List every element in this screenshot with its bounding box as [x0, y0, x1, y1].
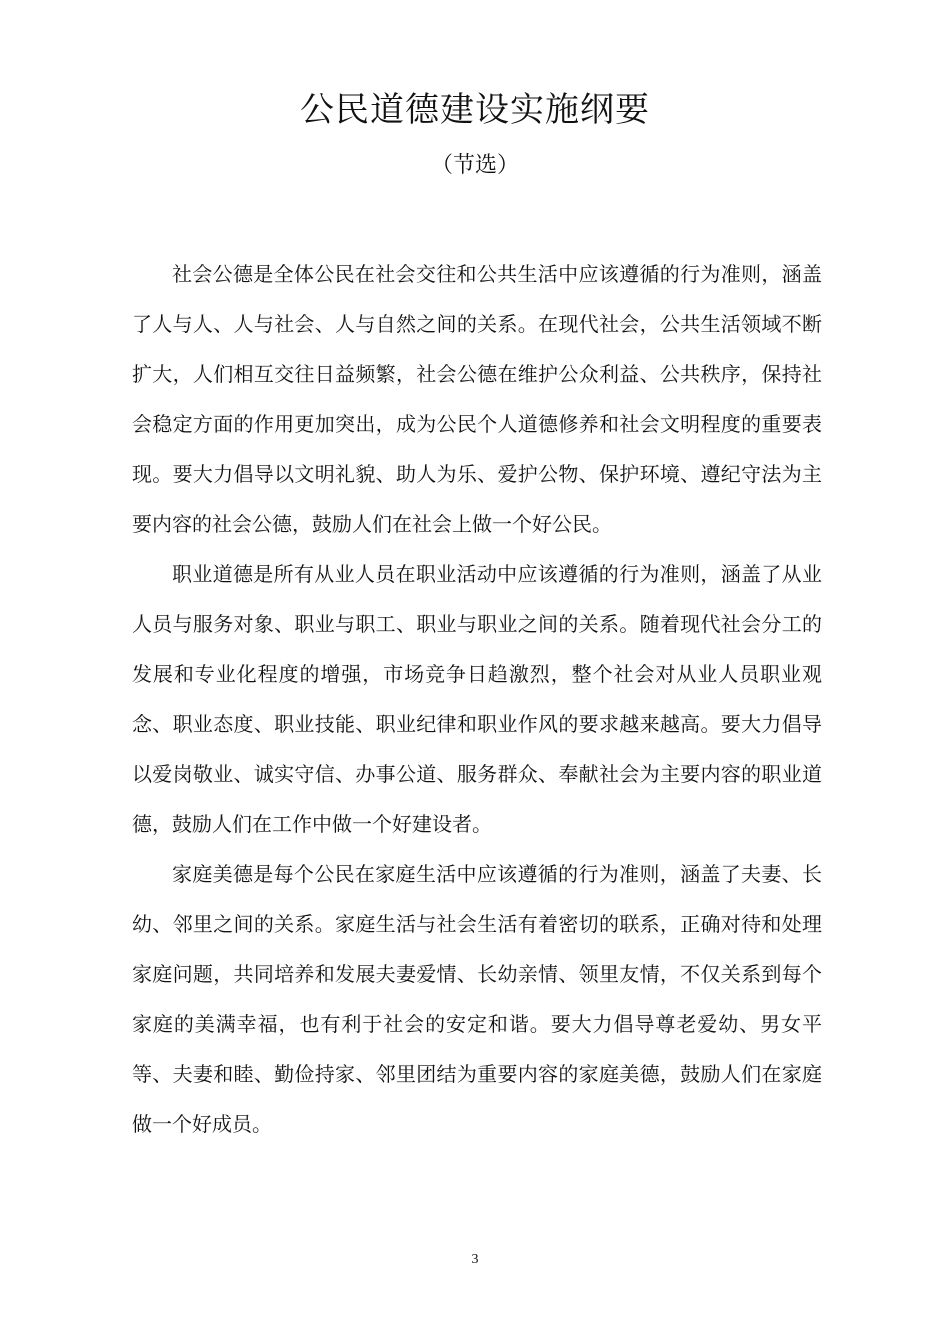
paragraph-professional-ethics: 职业道德是所有从业人员在职业活动中应该遵循的行为准则，涵盖了从业人员与服务对象、职业与职工、职业与职业之间的关系。随着现代社会分工的发展和专业化程度的增强，市场竞争日趋激烈，整个社会对从业人员职业观念、职业态度、职业技能、职业纪律和职业作风的要求越来越高。要大力倡导以爱岗敬业、诚实守信、办事公道、服务群众、奉献社会为主要内容的职业道德，鼓励人们在工作中做一个好建设者。 [132, 562, 822, 836]
paragraph-family-virtues: 家庭美德是每个公民在家庭生活中应该遵循的行为准则，涵盖了夫妻、长幼、邻里之间的关系。家庭生活与社会生活有着密切的联系，正确对待和处理家庭问题，共同培养和发展夫妻爱情、长幼亲情、领里友情，不仅关系到每个家庭的美满幸福，也有利于社会的安定和谐。要大力倡导尊老爱幼、男女平等、夫妻和睦、勤俭持家、邻里团结为重要内容的家庭美德，鼓励人们在家庭做一个好成员。 [132, 862, 822, 1136]
paragraph-social-morality: 社会公德是全体公民在社会交往和公共生活中应该遵循的行为准则，涵盖了人与人、人与社会、人与自然之间的关系。在现代社会，公共生活领域不断扩大，人们相互交往日益频繁，社会公德在维护公众利益、公共秩序，保持社会稳定方面的作用更加突出，成为公民个人道德修养和社会文明程度的重要表现。要大力倡导以文明礼貌、助人为乐、爱护公物、保护环境、遵纪守法为主要内容的社会公德，鼓励人们在社会上做一个好公民。 [132, 262, 822, 536]
page-number: 3 [471, 1252, 479, 1267]
document-body [132, 249, 822, 1149]
document-subtitle: （节选） [430, 153, 519, 178]
document-title: 公民道德建设实施纲要 [300, 90, 650, 130]
